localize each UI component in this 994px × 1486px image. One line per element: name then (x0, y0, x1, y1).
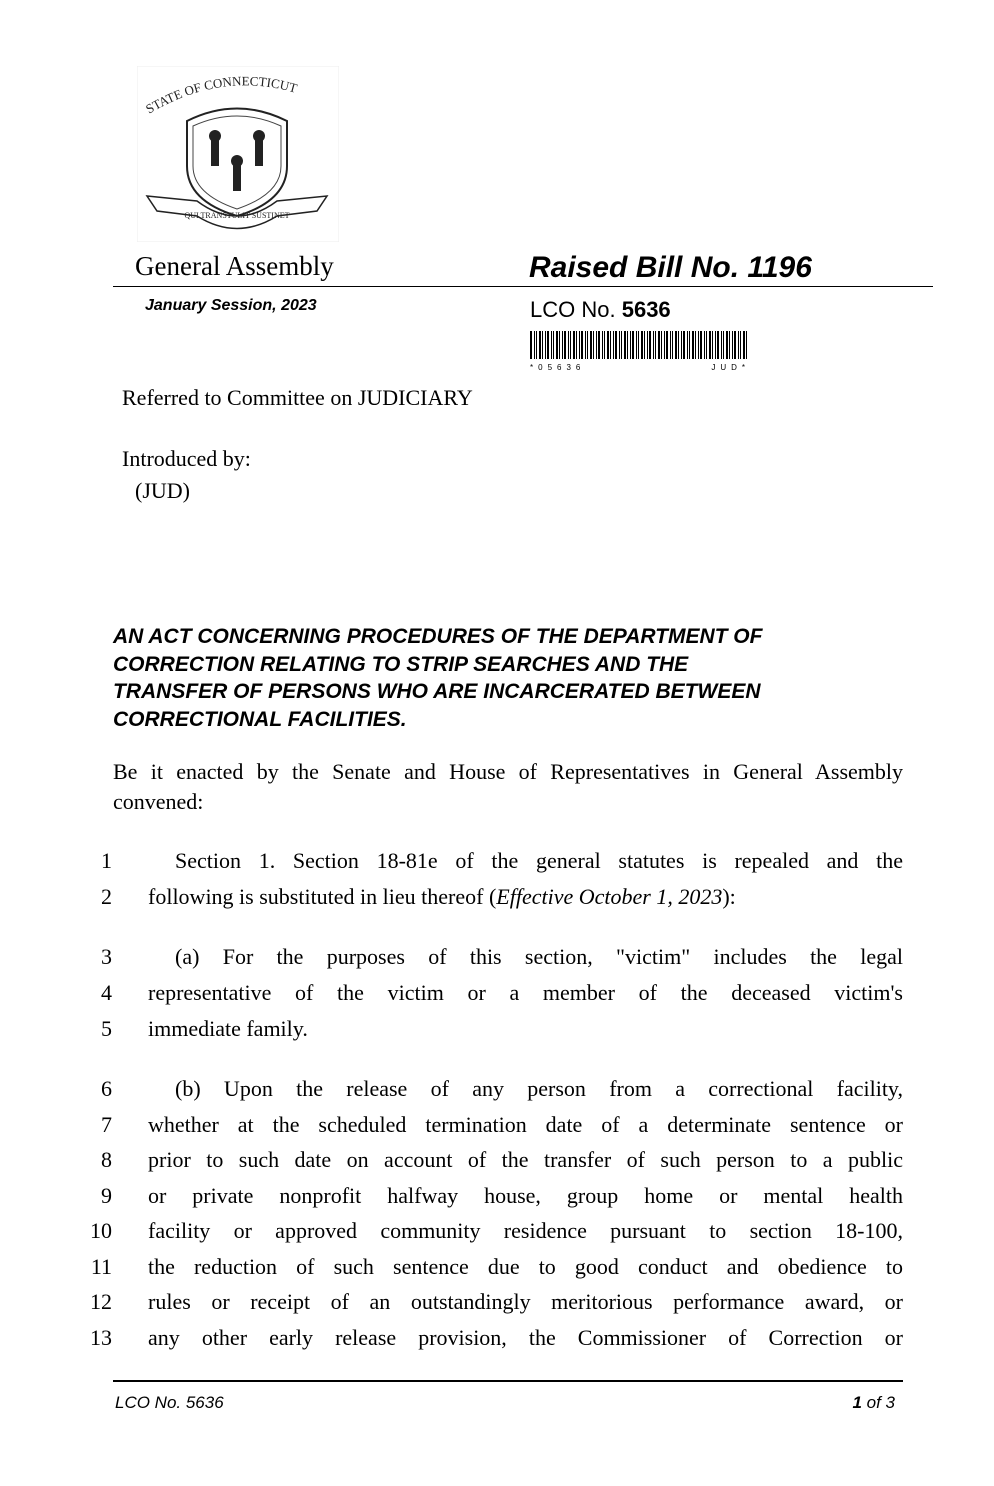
svg-text:QUI TRANSTULIT SUSTINET: QUI TRANSTULIT SUSTINET (184, 211, 290, 220)
session-label: January Session, 2023 (145, 297, 317, 314)
barcode-bar (551, 331, 552, 359)
barcode (530, 331, 750, 371)
line-text: (a) For the purposes of this section, "victim" includes the legal (175, 944, 903, 969)
numbered-line (0, 975, 994, 1011)
barcode-bar (604, 331, 605, 359)
line-number: 4 (101, 980, 112, 1005)
barcode-right-text: JUD* (711, 363, 750, 372)
barcode-bar (638, 331, 639, 359)
line-text: (b) Upon the release of any person from a correctional facility, (175, 1076, 903, 1101)
barcode-bar (598, 331, 600, 359)
barcode-bar (630, 331, 631, 359)
barcode-bar (672, 331, 673, 359)
barcode-bar (590, 331, 592, 359)
line-text: the reduction of such sentence due to good conduct and obedience to (148, 1254, 903, 1279)
line-number: 6 (101, 1076, 112, 1101)
lco-label: LCO No. (530, 297, 616, 322)
barcode-bar (593, 331, 594, 359)
barcode-bar (547, 331, 549, 359)
state-seal-logo (137, 66, 339, 242)
barcode-bar (732, 331, 733, 359)
svg-text:STATE OF CONNECTICUT: STATE OF CONNECTICUT (143, 73, 299, 117)
numbered-line (0, 1320, 994, 1356)
numbered-line (0, 1142, 994, 1178)
line-number: 11 (90, 1254, 112, 1279)
lco-number (530, 297, 671, 323)
barcode-bar (602, 331, 603, 359)
line-text: immediate family. (148, 1016, 308, 1041)
barcode-bar (704, 331, 705, 359)
barcode-bar (619, 331, 620, 359)
line-text: rules or receipt of an outstandingly meritorious performance award, or (148, 1289, 903, 1314)
barcode-bar (545, 331, 546, 359)
numbered-line (0, 1249, 994, 1285)
barcode-bar (683, 331, 685, 359)
title-line: TRANSFER OF PERSONS WHO ARE INCARCERATED BETWEEN (113, 680, 761, 703)
barcode-bar (740, 331, 741, 359)
line-text: Section 1. Section 18-81e of the general statutes is repealed and the (175, 848, 903, 873)
line-text: any other early release provision, the Commissioner of Correction or (148, 1325, 903, 1350)
barcode-bar (573, 331, 575, 359)
barcode-left-text: *05636 (530, 363, 586, 372)
barcode-bar (675, 331, 677, 359)
line-number: 5 (101, 1016, 112, 1041)
line-number: 8 (101, 1147, 112, 1172)
barcode-bars (530, 331, 750, 359)
line-text: prior to such date on account of the transfer of such person to a public (148, 1147, 903, 1172)
numbered-line (0, 1107, 994, 1143)
barcode-bar (700, 331, 702, 359)
barcode-bar (649, 331, 651, 359)
line-text: representative of the victim or a member of the deceased victim's (148, 980, 903, 1005)
barcode-bar (681, 331, 682, 359)
committee-referral: Referred to Committee on JUDICIARY (122, 385, 473, 410)
line-text-part: ): (722, 884, 736, 909)
effective-date: Effective October 1, 2023 (496, 884, 723, 909)
barcode-bar (585, 331, 586, 359)
barcode-bar (726, 331, 728, 359)
barcode-bar (746, 331, 747, 359)
line-number: 7 (101, 1112, 112, 1137)
barcode-bar (581, 331, 583, 359)
barcode-bar (687, 331, 688, 359)
barcode-bar (587, 331, 588, 359)
barcode-bar (721, 331, 722, 359)
line-number: 1 (101, 848, 112, 873)
barcode-bar (641, 331, 643, 359)
barcode-bar (698, 331, 699, 359)
barcode-bar (717, 331, 719, 359)
barcode-bar (647, 331, 648, 359)
barcode-bar (729, 331, 730, 359)
barcode-bar (542, 331, 543, 359)
barcode-bar (692, 331, 694, 359)
line-number: 9 (101, 1183, 112, 1208)
barcode-bar (706, 331, 707, 359)
numbered-line (0, 879, 994, 915)
numbered-line (0, 1213, 994, 1249)
barcode-bar (709, 331, 711, 359)
footer-lco: LCO No. 5636 (115, 1393, 224, 1412)
line-text: whether at the scheduled termination date of a determinate sentence or (148, 1112, 903, 1137)
line-number: 12 (90, 1289, 112, 1314)
barcode-bar (530, 331, 532, 359)
numbered-line (0, 1071, 994, 1107)
barcode-bar (570, 331, 571, 359)
barcode-bar (655, 331, 656, 359)
line-number: 10 (90, 1218, 112, 1243)
barcode-bar (621, 331, 622, 359)
introduced-by-label: Introduced by: (122, 446, 251, 471)
page-total: of 3 (861, 1393, 895, 1412)
barcode-bar (661, 331, 662, 359)
title-line: CORRECTIONAL FACILITIES. (113, 707, 407, 731)
barcode-bar (715, 331, 716, 359)
current-page: 1 (852, 1393, 862, 1412)
barcode-bar (738, 331, 739, 359)
barcode-bar (678, 331, 679, 359)
barcode-bar (695, 331, 696, 359)
barcode-bar (613, 331, 614, 359)
barcode-bar (723, 331, 724, 359)
numbered-line (0, 1284, 994, 1320)
enacting-clause: Be it enacted by the Senate and House of Representatives in General Assembly convened: (113, 759, 903, 814)
barcode-bar (576, 331, 577, 359)
footer-divider (113, 1380, 903, 1382)
barcode-bar (666, 331, 668, 359)
line-text (148, 879, 903, 915)
line-text: facility or approved community residence pursuant to section 18-100, (148, 1218, 903, 1243)
title-line: AN ACT CONCERNING PROCEDURES OF THE DEPARTMENT OF (113, 625, 763, 648)
barcode-bar (562, 331, 563, 359)
barcode-bar (644, 331, 645, 359)
barcode-bar (734, 331, 736, 359)
barcode-bar (556, 331, 558, 359)
numbered-line (0, 1011, 994, 1047)
introduced-by-value: (JUD) (135, 478, 190, 503)
bill-number-heading: Raised Bill No. 1196 (529, 251, 812, 284)
barcode-bar (607, 331, 609, 359)
line-number: 2 (101, 884, 112, 909)
barcode-bar (536, 331, 537, 359)
line-text: or private nonprofit halfway house, group home or mental health (148, 1183, 903, 1208)
line-number: 3 (101, 944, 112, 969)
barcode-bar (627, 331, 628, 359)
barcode-bar (689, 331, 690, 359)
line-text-part: following is substituted in lieu thereof ( (148, 884, 497, 909)
footer-page-number (803, 1393, 895, 1413)
barcode-bar (579, 331, 580, 359)
title-line: CORRECTION RELATING TO STRIP SEARCHES AND THE (113, 652, 689, 676)
barcode-bar (564, 331, 566, 359)
numbered-line (0, 843, 994, 879)
barcode-bar (610, 331, 611, 359)
numbered-line (0, 939, 994, 975)
barcode-bar (534, 331, 535, 359)
barcode-bar (615, 331, 617, 359)
barcode-bar (743, 331, 745, 359)
barcode-bar (596, 331, 597, 359)
line-number: 13 (90, 1325, 112, 1350)
barcode-bar (568, 331, 569, 359)
barcode-bar (624, 331, 626, 359)
numbered-line (0, 1178, 994, 1214)
barcode-bar (632, 331, 634, 359)
barcode-bar (636, 331, 637, 359)
general-assembly-heading: General Assembly (135, 251, 334, 281)
barcode-bar (653, 331, 654, 359)
barcode-bar (553, 331, 554, 359)
barcode-bar (559, 331, 560, 359)
bill-title (113, 623, 903, 733)
barcode-bar (712, 331, 713, 359)
header-divider (113, 286, 933, 287)
barcode-bar (539, 331, 541, 359)
barcode-bar (658, 331, 660, 359)
barcode-bar (670, 331, 671, 359)
barcode-bar (664, 331, 665, 359)
lco-value: 5636 (621, 297, 671, 322)
